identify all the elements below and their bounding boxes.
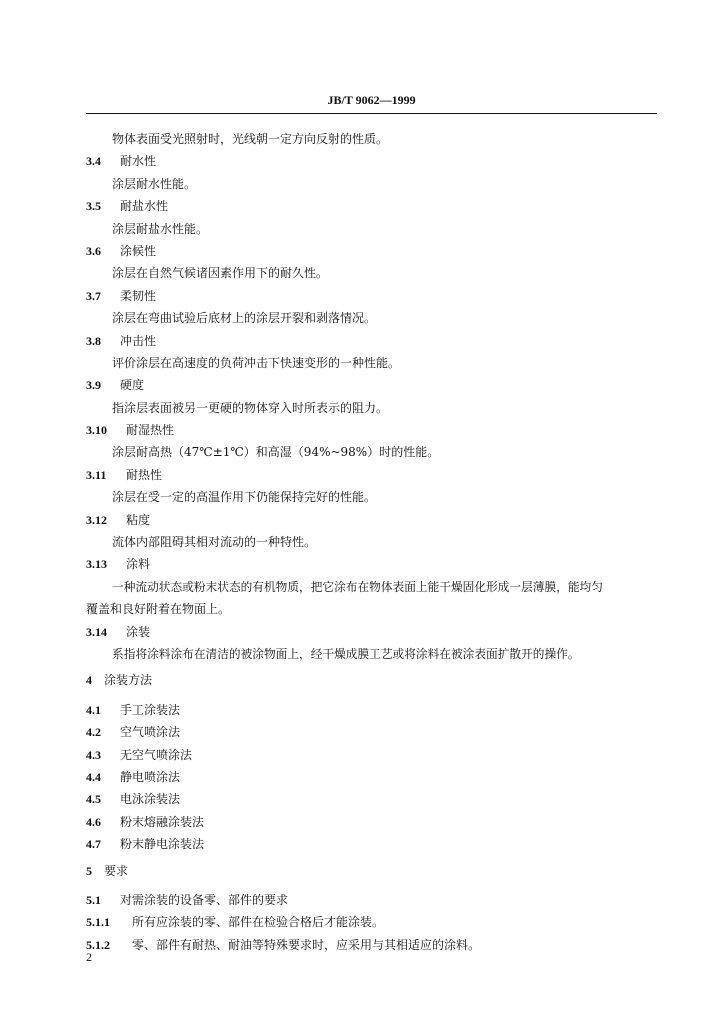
section-title: 耐水性 [120, 154, 157, 169]
item-title: 空气喷涂法 [120, 725, 181, 740]
section-heading [86, 464, 661, 486]
spacer [86, 692, 661, 699]
page-number: 2 [86, 950, 92, 964]
section-title: 硬度 [120, 378, 145, 393]
section-number: 3.13 [86, 557, 107, 572]
item-title: 手工涂装法 [120, 702, 181, 717]
section-number: 3.10 [86, 423, 107, 438]
section-title: 对需涂装的设备零、部件的要求 [120, 892, 289, 907]
item-number: 4.3 [86, 747, 101, 762]
section-number: 3.5 [86, 199, 101, 214]
body-line: 涂层在受一定的高温作用下仍能保持完好的性能。 [112, 490, 377, 505]
section-heading [86, 621, 661, 643]
body-line: 涂层耐水性能。 [112, 176, 197, 191]
section-heading [86, 509, 661, 531]
header-rule [86, 113, 657, 114]
section-heading [86, 240, 661, 262]
document-header: JB/T 9062—1999 [327, 93, 416, 107]
section-title: 零、部件有耐热、耐油等特殊要求时，应采用与其相适应的涂料。 [132, 937, 481, 952]
chapter-number: 5 [86, 863, 92, 878]
body-line: 流体内部阻碍其相对流动的一种特性。 [112, 535, 317, 550]
body-line: 涂层在自然气候诸因素作用下的耐久性。 [112, 266, 329, 281]
body-line: 评价涂层在高速度的负荷冲击下快速变形的一种性能。 [112, 355, 401, 370]
item-title: 无空气喷涂法 [120, 747, 193, 762]
section-title: 所有应涂装的零、部件在检验合格后才能涂装。 [132, 915, 385, 930]
section-number: 5.1 [86, 892, 101, 907]
chapter-heading [86, 860, 661, 882]
body-line: 涂层在弯曲试验后底材上的涂层开裂和剥落情况。 [112, 311, 377, 326]
document-body [86, 128, 661, 956]
body-line: 物体表面受光照射时，光线朝一定方向反射的性质。 [112, 132, 389, 146]
section-title: 柔韧性 [120, 288, 157, 303]
body-line: 一种流动状态或粉末状态的有机物质，把它涂布在物体表面上能干燥固化形成一层薄膜，能均匀 [112, 579, 603, 594]
section-heading [86, 911, 661, 933]
section-title: 粘度 [126, 512, 151, 527]
chapter-title: 要求 [104, 863, 129, 878]
section-number: 3.9 [86, 378, 101, 393]
body-line: 系指将涂料涂布在清洁的被涂物面上，经干燥成膜工艺或将涂料在被涂表面扩散开的操作。 [112, 646, 580, 661]
section-number: 3.7 [86, 288, 101, 303]
list-item [86, 811, 661, 833]
body-line: 涂层耐高热（47℃±1℃）和高湿（94%~98%）时的性能。 [112, 445, 440, 460]
section-title: 涂候性 [120, 243, 157, 258]
list-item [86, 699, 661, 721]
chapter-heading [86, 669, 661, 691]
item-number: 4.1 [86, 702, 101, 717]
chapter-number: 4 [86, 673, 92, 688]
section-title: 涂装 [126, 624, 151, 639]
item-number: 4.4 [86, 769, 101, 784]
list-item [86, 833, 661, 855]
section-number: 3.6 [86, 243, 101, 258]
item-title: 静电喷涂法 [120, 769, 181, 784]
section-heading [86, 150, 661, 172]
section-heading [86, 553, 661, 575]
item-title: 电泳涂装法 [120, 792, 181, 807]
section-heading [86, 285, 661, 307]
list-item [86, 744, 661, 766]
section-heading [86, 934, 661, 956]
item-number: 4.2 [86, 725, 101, 740]
item-number: 4.7 [86, 837, 101, 852]
section-heading [86, 195, 661, 217]
section-number: 3.14 [86, 624, 107, 639]
item-number: 4.5 [86, 792, 101, 807]
item-number: 4.6 [86, 814, 101, 829]
section-heading [86, 330, 661, 352]
section-title: 耐湿热性 [126, 423, 175, 438]
section-title: 涂料 [126, 557, 151, 572]
section-number: 3.8 [86, 333, 101, 348]
section-number: 3.11 [86, 467, 107, 482]
section-heading [86, 419, 661, 441]
list-item [86, 788, 661, 810]
section-number: 5.1.1 [86, 915, 110, 930]
section-title: 冲击性 [120, 333, 157, 348]
section-number: 3.12 [86, 512, 107, 527]
spacer [86, 882, 661, 889]
item-title: 粉末静电涂装法 [120, 837, 205, 852]
section-title: 耐热性 [126, 467, 163, 482]
body-line: 涂层耐盐水性能。 [112, 221, 209, 236]
list-item [86, 766, 661, 788]
body-line: 指涂层表面被另一更硬的物体穿入时所表示的阻力。 [112, 400, 389, 415]
section-heading [86, 374, 661, 396]
section-number: 5.1.2 [86, 937, 110, 952]
section-heading [86, 889, 661, 911]
section-title: 耐盐水性 [120, 199, 169, 214]
chapter-title: 涂装方法 [104, 673, 153, 688]
section-number: 3.4 [86, 154, 101, 169]
body-line: 覆盖和良好附着在物面上。 [86, 602, 231, 617]
item-title: 粉末熔融涂装法 [120, 814, 205, 829]
list-item [86, 721, 661, 743]
